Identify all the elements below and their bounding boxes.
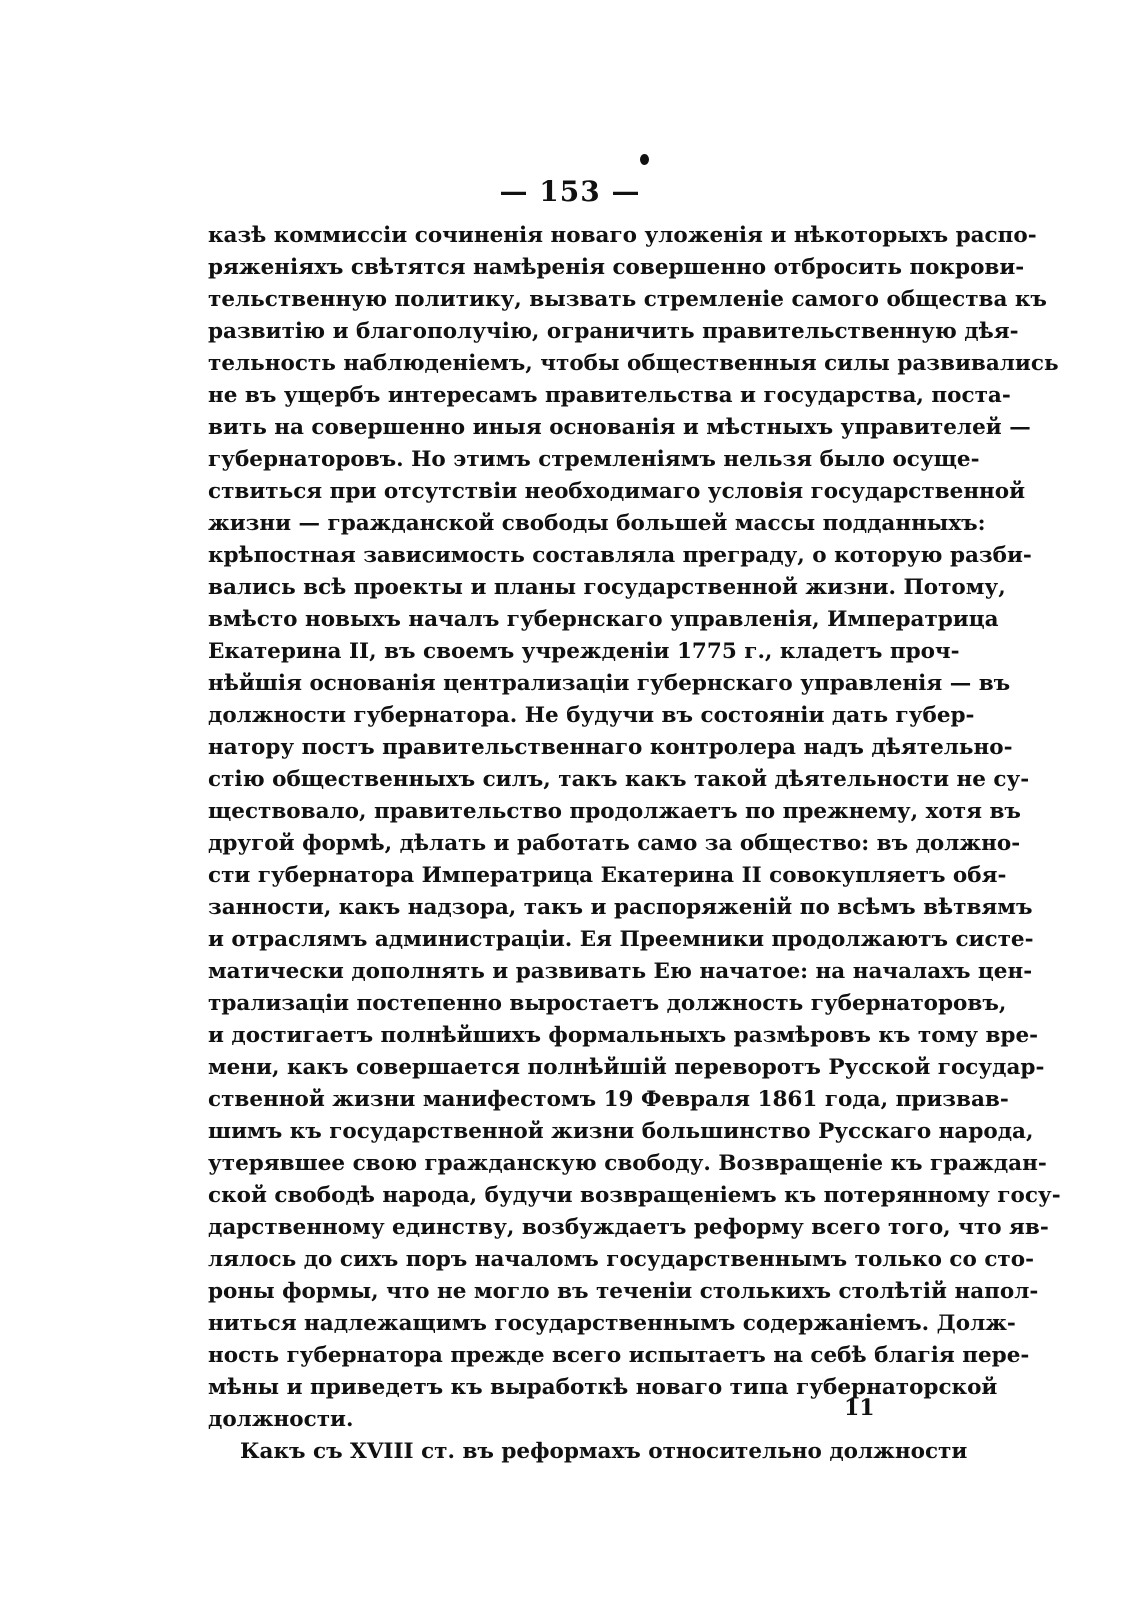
text-line: крѣпостная зависимость составляла преграду, о которую разби- [208,543,1032,568]
text-line: и достигаетъ полнѣйшихъ формальныхъ размѣровъ къ тому вре- [208,1023,1039,1048]
text-line: тельственную политику, вызвать стремленіе самого общества къ [208,287,1047,312]
text-line-paragraph-end: должности. [208,1407,354,1432]
text-line: развитію и благополучію, ограничить правительственную дѣя- [208,319,1019,344]
ink-spot [640,154,649,165]
text-line: матически дополнять и развивать Ею начатое: на началахъ цен- [208,959,1033,984]
text-line: мѣны и приведетъ къ выработкѣ новаго типа губернаторской [208,1375,998,1400]
text-line: вались всѣ проекты и планы государственной жизни. Потому, [208,575,1006,600]
text-line: ряженіяхъ свѣтятся намѣренія совершенно отбросить покрови- [208,255,1025,280]
text-line: ской свободѣ народа, будучи возвращеніемъ къ потерянному госу- [208,1183,1061,1208]
text-line: казѣ коммиссіи сочиненія новаго уложенія и нѣкоторыхъ распо- [208,223,1037,248]
text-line: ность губернатора прежде всего испытаетъ на себѣ благія пере- [208,1343,1030,1368]
text-line: трализаціи постепенно выростаетъ должность губернаторовъ, [208,991,1007,1016]
text-line: занности, какъ надзора, такъ и распоряженій по всѣмъ вѣтвямъ [208,895,1033,920]
text-line: ственной жизни манифестомъ 19 Февраля 1861 года, призвав- [208,1087,1009,1112]
body-text [208,220,1061,1468]
text-line: дарственному единству, возбуждаетъ реформу всего того, что яв- [208,1215,1049,1240]
text-line: вить на совершенно иныя основанія и мѣстныхъ управителей — [208,415,1031,440]
text-line: не въ ущербъ интересамъ правительства и государства, поста- [208,383,1011,408]
text-line: вмѣсто новыхъ началъ губернскаго управленія, Императрица [208,607,999,632]
text-line: губернаторовъ. Но этимъ стремленіямъ нельзя было осуще- [208,447,980,472]
text-line: ниться надлежащимъ государственнымъ содержаніемъ. Долж- [208,1311,1016,1336]
text-line: и отраслямъ администраціи. Ея Преемники продолжаютъ систе- [208,927,1034,952]
text-line: утерявшее свою гражданскую свободу. Возвращеніе къ граждан- [208,1151,1047,1176]
text-line: ществовало, правительство продолжаетъ по прежнему, хотя въ [208,799,1021,824]
text-line: другой формѣ, дѣлать и работать само за общество: въ должно- [208,831,1021,856]
text-line: стію общественныхъ силъ, такъ какъ такой дѣятельности не су- [208,767,1030,792]
text-line: лялось до сихъ поръ началомъ государственнымъ только со сто- [208,1247,1035,1272]
text-line: мени, какъ совершается полнѣйшій переворотъ Русской государ- [208,1055,1045,1080]
text-line: тельность наблюденіемъ, чтобы общественныя силы развивались [208,351,1059,376]
text-line: натору постъ правительственнаго контролера надъ дѣятельно- [208,735,1013,760]
text-line: должности губернатора. Не будучи въ состояніи дать губер- [208,703,975,728]
text-line-paragraph-start: Какъ съ XVIII ст. въ реформахъ относительно должности [240,1439,968,1464]
text-line: роны формы, что не могло въ теченіи столькихъ столѣтій напол- [208,1279,1039,1304]
text-line: сти губернатора Императрица Екатерина II совокупляетъ обя- [208,863,1007,888]
text-line: нѣйшія основанія централизаціи губернскаго управленія — въ [208,671,1011,696]
text-line: шимъ къ государственной жизни большинство Русскаго народа, [208,1119,1034,1144]
text-line: ствиться при отсутствіи необходимаго условія государственной [208,479,1026,504]
signature-mark: 11 [844,1395,875,1421]
text-line: Екатерина II, въ своемъ учрежденіи 1775 г., кладетъ проч- [208,639,960,664]
page-number: — 153 — [499,175,641,208]
text-line: жизни — гражданской свободы большей массы подданныхъ: [208,511,986,536]
